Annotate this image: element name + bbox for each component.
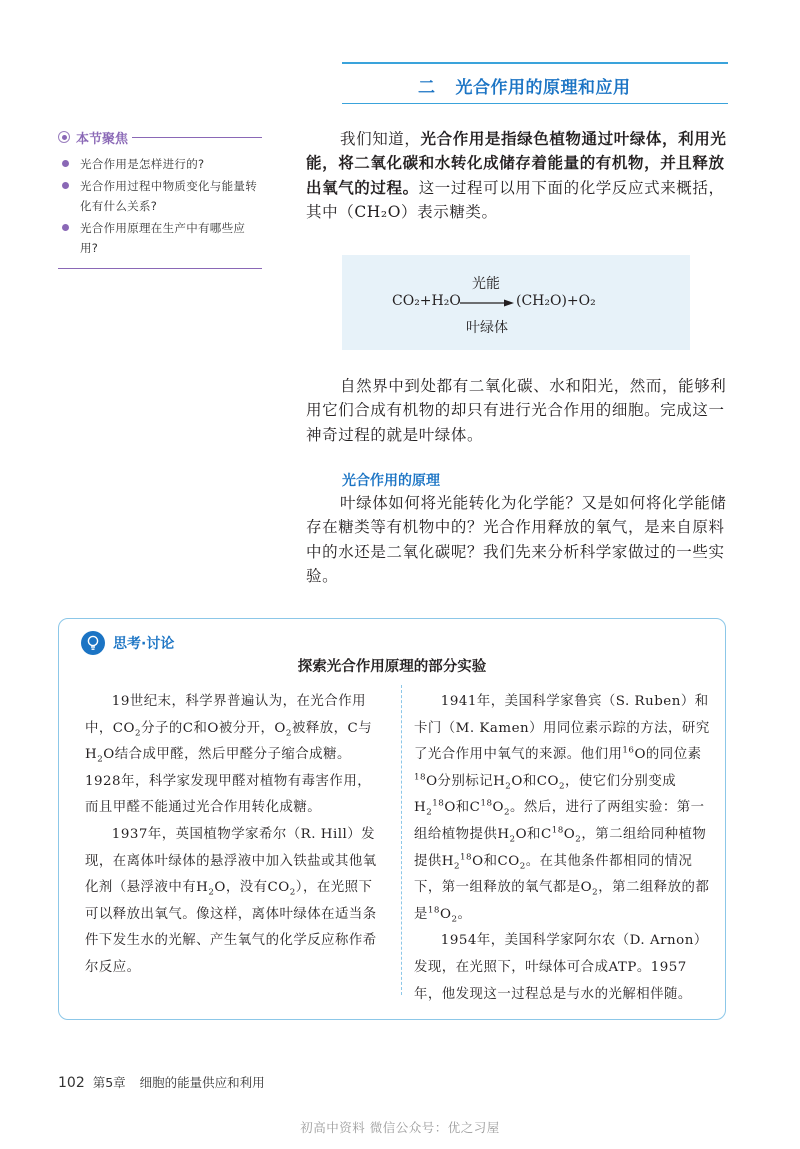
think-header (81, 631, 174, 655)
focus-item (58, 176, 262, 216)
focus-header (58, 128, 262, 146)
page-number: 102 (58, 1075, 85, 1091)
think-label: 思考·讨论 (113, 636, 175, 652)
left-column (85, 689, 377, 982)
focus-bottom-rule (58, 268, 262, 269)
equation-box (342, 255, 690, 350)
reaction-arrow-icon (460, 295, 514, 311)
chapter-title: 细胞的能量供应和利用 (139, 1075, 265, 1090)
focus-list (58, 154, 262, 258)
section-title-bar (342, 62, 728, 104)
intro-tail: ）表示糖类。 (401, 202, 498, 221)
column-divider (401, 685, 402, 995)
lightbulb-icon (81, 631, 105, 655)
nature-paragraph (306, 374, 738, 447)
section-title (418, 73, 631, 98)
watermark-text: 初高中资料 微信公众号：优之习屋 (300, 1120, 500, 1135)
section-title-text: 光合作用的原理和应用 (455, 78, 631, 98)
equation-products: (CH₂O)+O₂ (516, 293, 596, 309)
think-title: 探索光合作用原理的部分实验 (297, 659, 487, 675)
intro-definition: 光合作用是指绿色植物通过叶绿体，利用光能，将二氧化碳和水转化成储存着能量的有机物，并且释放出氧气的过程。 (306, 130, 727, 197)
focus-title: 本节聚焦 (76, 131, 129, 147)
right-paragraph-2: 1954年，美国科学家阿尔农（D. Arnon）发现，在光照下，叶绿体可合成ATP。1957年，他发现这一过程总是与水的光解相伴随。 (414, 933, 708, 1002)
bullet-dot-icon (62, 182, 69, 189)
equation-reactants: CO₂+H₂O (392, 293, 461, 309)
chapter-number: 第5章 (92, 1075, 126, 1090)
focus-item (58, 218, 262, 258)
focus-item-text: 光合作用过程中物质变化与能量转化有什么关系? (80, 179, 257, 213)
focus-item (58, 154, 262, 174)
right-paragraph-1: 1941年，美国科学家鲁宾（S. Ruben）和卡门（M. Kamen）用同位素示踪的方法，研究了光合作用中氧气的来源。他们用$^{16}$O的同位素$^{18}$O分别标记$H_2O$和$CO_2$，使它们分别变成$H_2^{18}O$和$C^{18}O_2$。然后，进行了两组实验：第一组给植物提供$H_2O$和$C^{18}O_2$，第二组给同种植物提供$H_2^{18}O$和$CO_2$。在其他条件都相同的情况下，第一组释放的氧气都是$O_2$，第二组释放的都是$^{18}O_2$。 (414, 694, 710, 925)
intro-rest: 这一过程可以用下面的化学反应式来概括，其中（ (306, 178, 725, 221)
intro-ch2o: CH₂O (354, 202, 402, 221)
bullet-dot-icon (62, 160, 69, 167)
focus-item-text: 光合作用是怎样进行的? (80, 157, 205, 171)
focus-item-text: 光合作用原理在生产中有哪些应用? (80, 221, 246, 255)
equation-condition-light: 光能 (472, 276, 500, 292)
left-paragraph-1: 19世纪末，科学界普遍认为，在光合作用中，$CO_2$分子的C和O被分开，$O_2$被释放，C与$H_2O$结合成甲醛，然后甲醛分子缩合成糖。1928年，科学家发现甲醛对植物有毒害作用，而且甲醛不能通过光合作用转化成糖。 (85, 694, 373, 816)
intro-paragraph (306, 127, 738, 224)
principle-paragraph (306, 491, 738, 588)
focus-header-rule (132, 137, 262, 138)
focus-circle-icon (58, 131, 70, 143)
bullet-dot-icon (62, 224, 69, 231)
think-discuss-box (58, 618, 726, 1020)
left-paragraph-2: 1937年，英国植物学家希尔（R. Hill）发现，在离体叶绿体的悬浮液中加入铁盐或其他氧化剂（悬浮液中有$H_2O$，没有$CO_2$），在光照下可以释放出氧气。像这样，离体叶绿体在适当条件下发生水的光解、产生氧气的化学反应称作希尔反应。 (85, 826, 377, 975)
principle-paragraph-text: 叶绿体如何将光能转化为化学能？又是如何将化学能储存在糖类等有机物中的？光合作用释放的氧气，是来自原料中的水还是二氧化碳呢？我们先来分析科学家做过的一些实验。 (306, 494, 727, 585)
section-number: 二 (418, 78, 436, 98)
principle-subheading: 光合作用的原理 (342, 473, 440, 489)
nature-paragraph-text: 自然界中到处都有二氧化碳、水和阳光，然而，能够利用它们合成有机物的却只有进行光合作用的细胞。完成这一神奇过程的就是叶绿体。 (306, 377, 727, 444)
page-footer (58, 1073, 265, 1091)
section-focus-panel (58, 128, 262, 260)
equation-condition-chloroplast: 叶绿体 (466, 320, 508, 336)
intro-lead: 我们知道， (340, 130, 421, 148)
right-column (414, 689, 710, 1008)
